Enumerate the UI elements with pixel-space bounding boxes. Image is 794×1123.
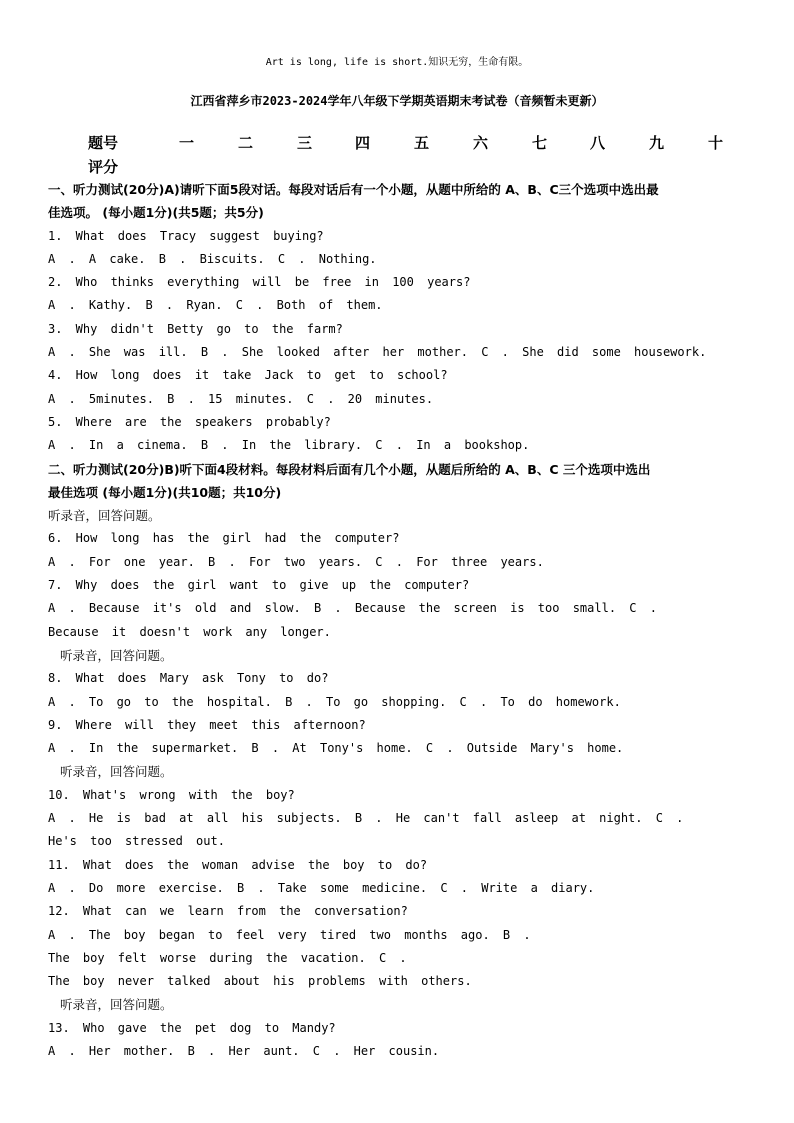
answer-options: A . In a cinema. B . In the library. C . In a bookshop. <box>48 438 530 453</box>
question-text: 5. Where are the speakers probably? <box>48 414 331 429</box>
answer-options: A . 5minutes. B . 15 minutes. C . 20 minutes. <box>48 391 434 406</box>
question-text: 2. Who thinks everything will be free in 100 years? <box>48 275 471 290</box>
question-text: 11. What does the woman advise the boy to do? <box>48 857 428 872</box>
section-heading: 佳选项。 (每小题1分)(共5题；共5分) <box>48 205 264 221</box>
question-text: 9. Where will they meet this afternoon? <box>48 717 366 732</box>
column-9: 九 <box>649 134 665 152</box>
answer-options: A . In the supermarket. B . At Tony's home. C . Outside Mary's home. <box>48 741 624 756</box>
column-3: 三 <box>297 134 313 152</box>
answer-options: A . Her mother. B . Her aunt. C . Her cousin. <box>48 1043 440 1058</box>
question-text: 6. How long has the girl had the computer? <box>48 531 400 546</box>
answer-options: A . For one year. B . For two years. C . For three years. <box>48 554 544 569</box>
column-6: 六 <box>473 134 489 152</box>
listening-instruction: 听录音，回答问题。 <box>60 997 173 1013</box>
question-text: 10. What's wrong with the boy? <box>48 787 295 802</box>
exam-title: 江西省萍乡市2023-2024学年八年级下学期英语期末考试卷（音频暂未更新） <box>190 94 604 108</box>
column-5: 五 <box>414 134 430 152</box>
question-text: 13. Who gave the pet dog to Mandy? <box>48 1020 336 1035</box>
question-text: 1. What does Tracy suggest buying? <box>48 228 324 243</box>
answer-options: A . Do more exercise. B . Take some medicine. C . Write a diary. <box>48 880 595 895</box>
listening-instruction: 听录音，回答问题。 <box>60 764 173 780</box>
section-heading: 一、听力测试(20分)A)请听下面5段对话。每段对话后有一个小题，从题中所给的 A、B、C三个选项中选出最 <box>48 182 659 197</box>
score-row-score <box>88 156 738 180</box>
column-1: 一 <box>179 134 195 152</box>
listening-instruction: 听录音，回答问题。 <box>48 508 161 524</box>
answer-options: A . Kathy. B . Ryan. C . Both of them. <box>48 298 383 313</box>
answer-options: A . The boy began to feel very tired two months ago. B . <box>48 927 531 942</box>
exam-content <box>48 178 748 1063</box>
column-4: 四 <box>355 134 371 152</box>
answer-options: The boy felt worse during the vacation. C . <box>48 950 407 965</box>
question-text: 4. How long does it take Jack to get to school? <box>48 368 448 383</box>
column-10: 十 <box>708 134 724 152</box>
answer-options: A . To go to the hospital. B . To go shopping. C . To do homework. <box>48 694 621 709</box>
answer-options: Because it doesn't work any longer. <box>48 624 331 639</box>
question-text: 8. What does Mary ask Tony to do? <box>48 671 329 686</box>
section-heading: 最佳选项 (每小题1分)(共10题；共10分) <box>48 484 282 500</box>
answer-options: He's too stressed out. <box>48 834 225 849</box>
score-label: 评分 <box>88 158 119 176</box>
answer-options: A . Because it's old and slow. B . Because the screen is too small. C . <box>48 601 657 616</box>
question-text: 7. Why does the girl want to give up the computer? <box>48 578 470 593</box>
section-heading: 二、听力测试(20分)B)听下面4段材料。每段材料后面有几个小题，从题后所给的 A、B、C 三个选项中选出 <box>48 461 651 477</box>
score-table <box>88 132 738 180</box>
column-8: 八 <box>590 134 606 152</box>
answer-options: A . He is bad at all his subjects. B . He can't fall asleep at night. C . <box>48 811 684 826</box>
question-number-label: 题号 <box>88 134 119 152</box>
listening-instruction: 听录音，回答问题。 <box>60 647 173 663</box>
answer-options: A . She was ill. B . She looked after her mother. C . She did some housework. <box>48 345 707 360</box>
page-motto: Art is long, life is short.知识无穷，生命有限。 <box>265 57 529 68</box>
question-text: 3. Why didn't Betty go to the farm? <box>48 321 343 336</box>
question-text: 12. What can we learn from the conversation? <box>48 904 408 919</box>
answer-options: A . A cake. B . Biscuits. C . Nothing. <box>48 251 377 266</box>
column-2: 二 <box>238 134 254 152</box>
column-7: 七 <box>532 134 548 152</box>
answer-options: The boy never talked about his problems with others. <box>48 974 472 989</box>
score-row-question <box>88 132 738 156</box>
